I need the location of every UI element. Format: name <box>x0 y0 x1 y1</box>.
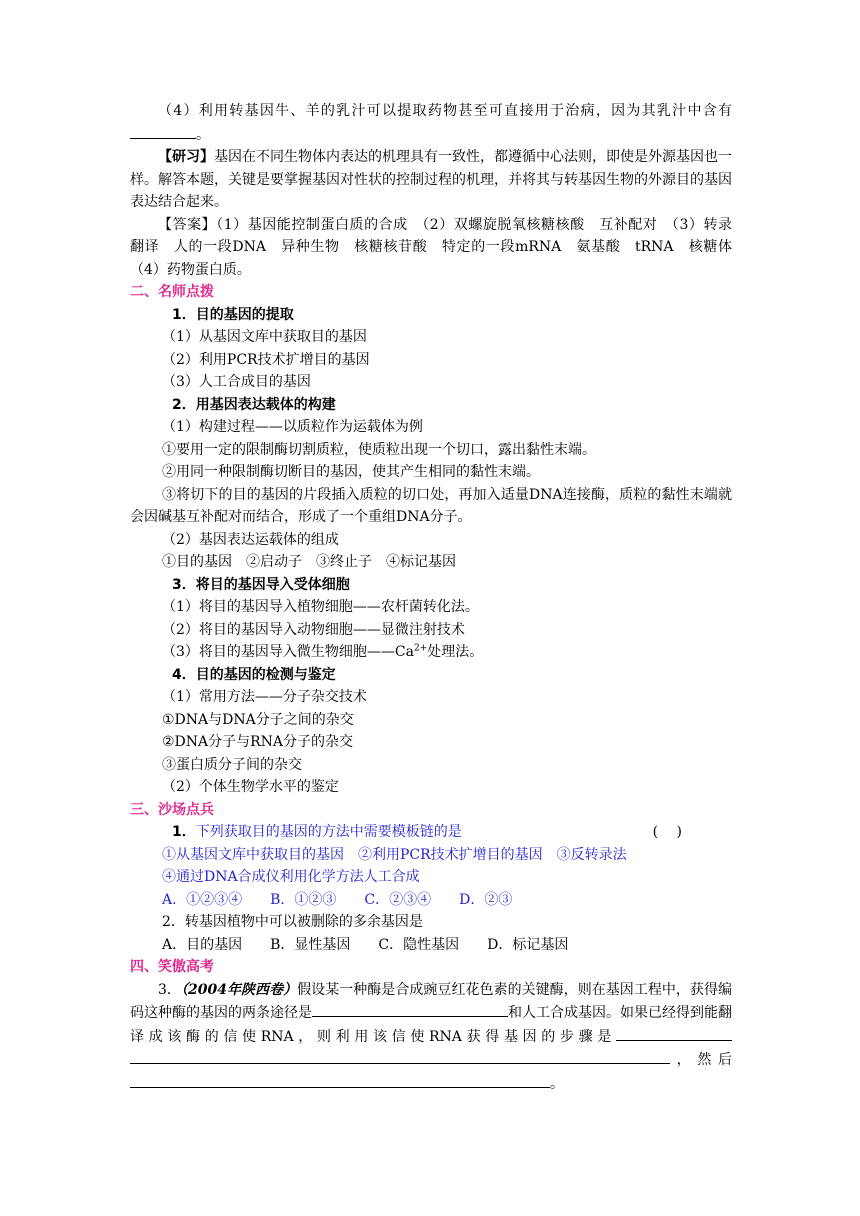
answer-blank <box>130 123 196 139</box>
list-item: （2）个体生物学水平的鉴定 <box>162 779 339 795</box>
heading-4: 4．目的基因的检测与鉴定 <box>172 666 336 683</box>
question-2-options: A．目的基因 B．显性基因 C．隐性基因 D．标记基因 <box>162 936 569 953</box>
list-item: ①目的基因 ②启动子 ③终止子 ④标记基因 <box>162 554 456 570</box>
list-item: （2）基因表达运载体的组成 <box>162 531 339 548</box>
list-item: ②用同一种限制酶切断目的基因，使其产生相同的黏性末端。 <box>162 464 540 480</box>
list-item: （2）将目的基因导入动物细胞——显微注射技术 <box>162 621 465 638</box>
section-title-4: 四、笑傲高考 <box>130 959 214 975</box>
list-item: ①DNA与DNA分子之间的杂交 <box>162 711 354 728</box>
list-item: ③蛋白质分子间的杂交 <box>162 756 302 773</box>
question-4: （4）利用转基因牛、羊的乳汁可以提取药物甚至可直接用于治病，因为其乳汁中含有。 <box>130 100 732 146</box>
question-2-stem: 2．转基因植物中可以被删除的多余基因是 <box>162 914 423 930</box>
question-1-choices: ①从基因文库中获取目的基因 ②利用PCR技术扩增目的基因 ③反转录法 <box>162 846 627 863</box>
answer-blank <box>616 1025 732 1041</box>
answer-blank <box>312 1001 508 1017</box>
list-item: （3）人工合成目的基因 <box>162 374 311 390</box>
section-title-3: 三、沙场点兵 <box>130 801 214 818</box>
question-1-stem: 1． 下列获取目的基因的方法中需要模板链的是 ( ) <box>172 824 682 840</box>
section-title-2: 二、名师点拨 <box>130 284 214 300</box>
list-item: （2）利用PCR技术扩增目的基因 <box>162 351 370 368</box>
heading-3: 3．将目的基因导入受体细胞 <box>172 576 350 593</box>
answer-blank <box>130 1048 670 1064</box>
answer-blank <box>130 1072 550 1088</box>
list-item: ③将切下的目的基因的片段插入质粒的切口处，再加入适量DNA连接酶，质粒的黏性末端就会因碱基互补配对而结合，形成了一个重组DNA分子。 <box>130 486 732 525</box>
yanxi-paragraph: 【研习】基因在不同生物体内表达的机理具有一致性，都遵循中心法则，即使是外源基因也一样。解答本题，关键是要掌握基因对性状的控制过程的机理，并将其与转基因生物的外源目的基因表达结合起来。 <box>130 149 732 210</box>
list-item: ②DNA分子与RNA分子的杂交 <box>162 734 354 750</box>
list-item: ①要用一定的限制酶切割质粒，使质粒出现一个切口，露出黏性末端。 <box>162 441 596 458</box>
heading-1: 1．目的基因的提取 <box>172 306 294 323</box>
heading-2: 2．用基因表达载体的构建 <box>172 396 336 413</box>
list-item: （1）构建过程——以质粒作为运载体为例 <box>162 419 423 435</box>
list-item: （3）将目的基因导入微生物细胞$——Ca^{2+}$处理法。 <box>162 643 484 660</box>
list-item: （1）从基因文库中获取目的基因 <box>162 329 367 345</box>
question-1-choices: ④通过DNA合成仪利用化学方法人工合成 <box>162 869 420 885</box>
document-page <box>130 100 747 1095</box>
question-3: 3．（2004年陕西卷）假设某一种酶是合成豌豆红花色素的关键酶，则在基因工程中，获得编码这种酶的基因的两条途径是 和人工合成基因。如果已经得到能翻译成该酶的信使RNA，则利用该信使RNA获得基因的步骤是，然后。 <box>130 981 732 1092</box>
answer-paragraph: 【答案】（1）基因能控制蛋白质的合成 （2）双螺旋脱氧核糖核酸 互补配对 （3）转录 翻译 人的一段DNA 异种生物 核糖核苷酸 特定的一段mRNA 氨基酸 tRNA 核糖体 （4）药物蛋白质。 <box>130 216 747 278</box>
list-item: （1）常用方法——分子杂交技术 <box>162 689 367 705</box>
question-1-options: A．①②③④ B．①②③ C．②③④ D．②③ <box>162 891 513 908</box>
list-item: （1）将目的基因导入植物细胞——农杆菌转化法。 <box>162 599 479 615</box>
